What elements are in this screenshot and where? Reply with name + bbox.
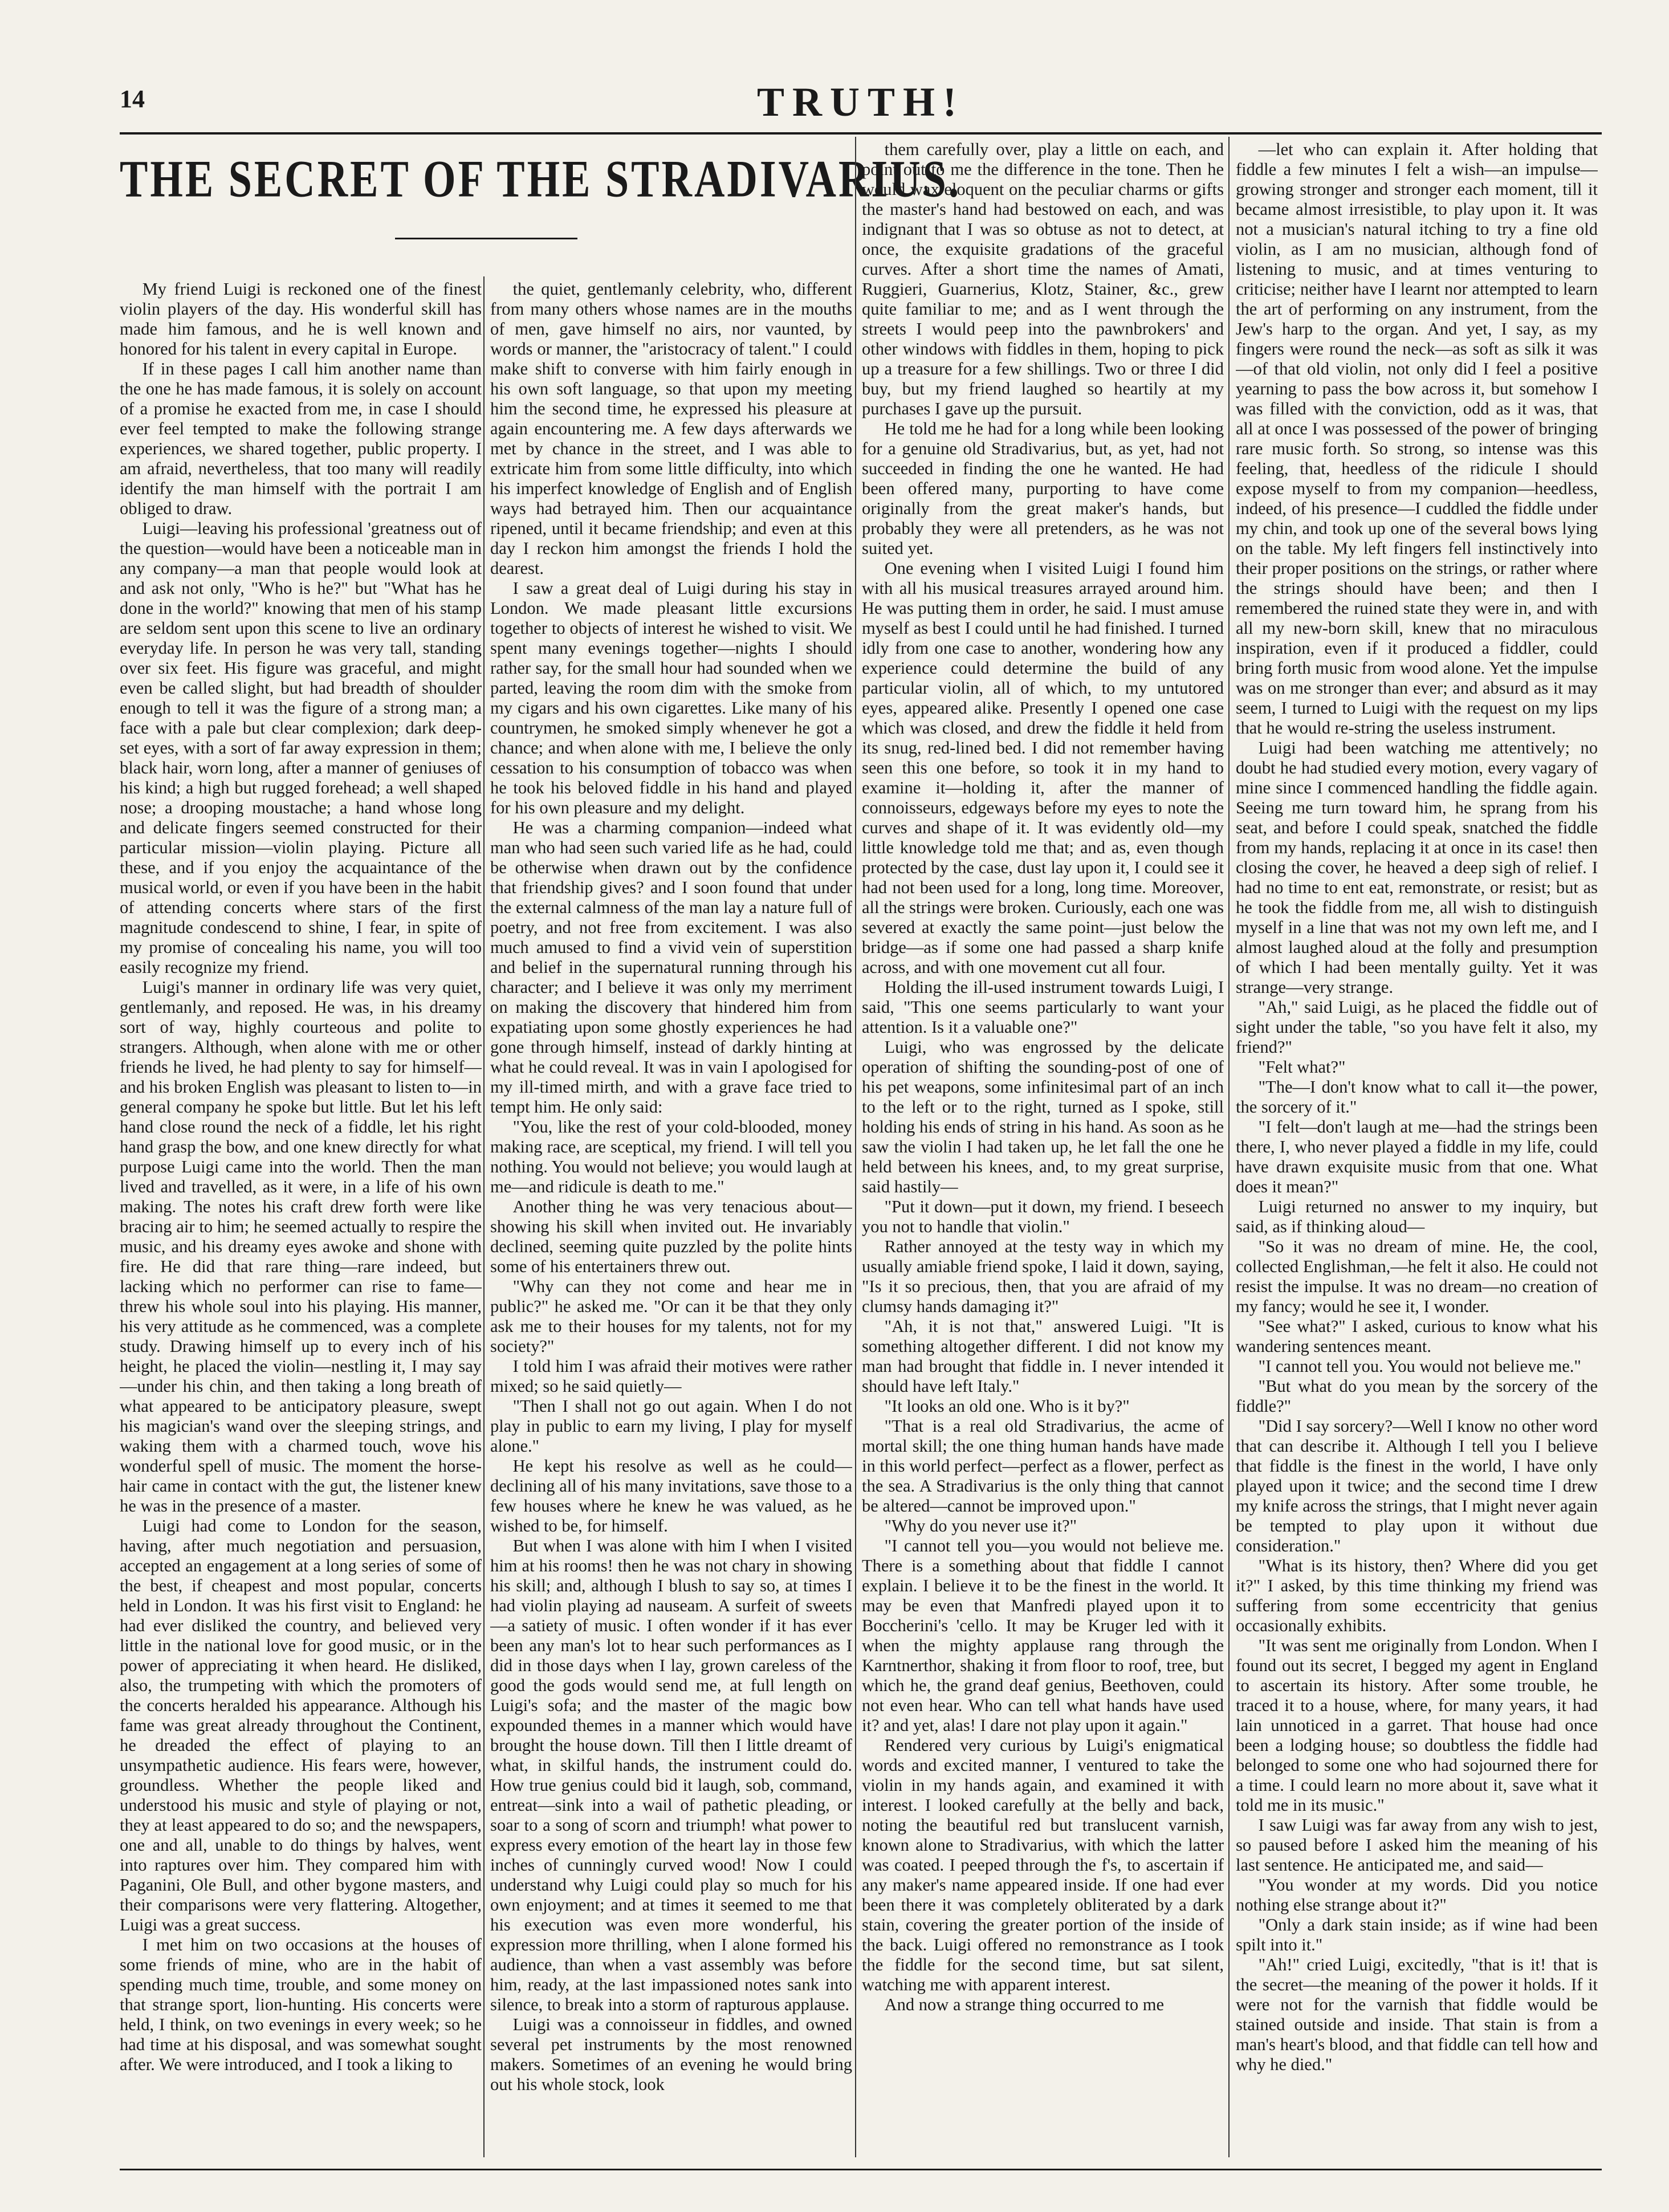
- article-paragraph: "I cannot tell you—you would not believe me. There is a something about that fiddle I cannot explain. I believe it to be the finest in the world. It may be even that Manfredi played upon it to Boccherini's 'cello. It may be Kruger led with it when the mighty applause rang through the Karntnerthor, shaking it from floor to roof, tree, but which he, the grand deaf genius, Beethoven, could not even hear. Who can tell what hands have used it? and yet, alas! I dare not play upon it again.": [862, 1536, 1224, 1735]
- article-paragraph: And now a strange thing occurred to me: [884, 1995, 1165, 2014]
- article-paragraph: I told him I was afraid their motives were rather mixed; so he said quietly—: [490, 1356, 852, 1396]
- article-paragraph: —let who can explain it. After holding that fiddle a few minutes I felt a wish—an impulse—growing stronger and stronger each moment, till it became almost irresistible, to play upon it. It was not a musician's natural itching to try a fine old violin, as I am no musician, although fond of listening to music, and at times venturing to criticise; neither have I learnt nor attempted to learn the art of performing on any instrument, from the Jew's harp to the organ. And yet, I say, as my fingers were round the neck—as soft as silk it was—of that old violin, not only did I feel a positive yearning to pass the bow across it, but somehow I was filled with the conviction, odd as it was, that all at once I was possessed of the power of bringing rare music forth. So strong, so intense was this feeling, that, heedless of the ridicule I should expose myself to from my companion—heedless, indeed, of his presence—I cuddled the fiddle under my chin, and took up one of the several bows lying on the table. My left fingers fell instinctively into their proper positions on the strings, or rather where the strings should have been; and then I remembered the ruined state they were in, and with all my new-born skill, knew that no miraculous inspiration, even if it produced a fiddler, could bring forth music from wood alone. Yet the impulse was on me stronger than ever; and absurd as it may seem, I turned to Luigi with the request on my lips that he would re-string the useless instrument.: [1236, 140, 1598, 738]
- bottom-rule: [120, 2169, 1602, 2170]
- article-paragraph: "Why can they not come and hear me in public?" he asked me. "Or can it be that they only ask me to their houses for my talents, not for my society?": [490, 1277, 852, 1356]
- article-paragraph: "See what?" I asked, curious to know what his wandering sentences meant.: [1236, 1317, 1598, 1356]
- article-paragraph: the quiet, gentlemanly celebrity, who, different from many others whose names are in the mouths of men, gave himself no airs, nor vaunted, by words or manner, the "aristocracy of talent." I could make shift to converse with him fairly enough in his own soft language, so that upon my meeting him the second time, he expressed his pleasure at again encountering me. A few days afterwards we met by chance in the street, and I was able to extricate him from some little difficulty, into which his imperfect knowledge of English and of English ways had betrayed him. Then our acquaintance ripened, until it became friendship; and even at this day I reckon him amongst the friends I hold the dearest.: [490, 279, 852, 578]
- article-paragraph: Luigi's manner in ordinary life was very quiet, gentlemanly, and reposed. He was, in his dreamy sort of way, highly courteous and polite to strangers. Although, when alone with me or other friends he lived, he had plenty to say for himself—and his broken English was pleasant to listen to—in general company he spoke but little. But let his left hand close round the neck of a fiddle, let his right hand grasp the bow, and one knew directly for what purpose Luigi came into the world. Then the man lived and travelled, as it were, in a life of his own making. The notes his craft drew forth were like bracing air to him; he seemed actually to respire the music, and his dreamy eyes awoke and shone with fire. He did that rare thing—rare indeed, but lacking which no performer can rise to fame—threw his whole soul into his playing. His manner, his very attitude as he commenced, was a complete study. Drawing himself up to every inch of his height, he placed the violin—nestling it, I may say—under his chin, and then taking a long breath of what appeared to be anticipatory pleasure, swept his magician's wand over the sleeping strings, and waking them with a charmed touch, wove his wonderful spell of music. The moment the horse-hair came in contact with the gut, the listener knew he was in the presence of a master.: [120, 977, 482, 1516]
- article-paragraph: "But what do you mean by the sorcery of the fiddle?": [1236, 1376, 1598, 1416]
- article-paragraph: "Ah!" cried Luigi, excitedly, "that is it! that is the secret—the meaning of the power it holds. If it were not for the varnish that fiddle would be stained outside and inside. That stain is from a man's heart's blood, and that fiddle can tell how and why he died.": [1236, 1955, 1598, 2074]
- page-number: 14: [120, 85, 145, 113]
- article-paragraph: I saw Luigi was far away from any wish to jest, so paused before I asked him the meaning of his last sentence. He anticipated me, and said—: [1236, 1815, 1598, 1875]
- article-paragraph: Luigi had been watching me attentively; no doubt he had studied every motion, every vagary of mine since I commenced handling the fiddle again. Seeing me turn toward him, he sprang from his seat, and before I could speak, snatched the fiddle from my hands, replacing it at once in its case! then closing the cover, he heaved a deep sigh of relief. I had no time to ent eat, remonstrate, or resist; but as he took the fiddle from me, all wish to distinguish myself in a line that was not my own left me, and I almost laughed aloud at the folly and presumption of which I had been mentally guilty. Yet it was strange—very strange.: [1236, 738, 1598, 997]
- column-divider: [483, 276, 485, 2157]
- article-paragraph: "It looks an old one. Who is it by?": [884, 1396, 1130, 1416]
- column-3-body: [862, 140, 1224, 2015]
- article-paragraph: "Ah, it is not that," answered Luigi. "It is something altogether different. I did not know my man had brought that fiddle in. I never intended it should have left Italy.": [862, 1317, 1224, 1396]
- article-paragraph: Another thing he was very tenacious about—showing his skill when invited out. He invariably declined, seeming quite puzzled by the polite hints some of his entertainers threw out.: [490, 1197, 852, 1276]
- column-divider: [855, 137, 856, 2157]
- article-title: THE SECRET OF THE STRADIVARIUS.: [120, 150, 962, 209]
- article-paragraph: "That is a real old Stradivarius, the acme of mortal skill; the one thing human hands have made in this world perfect—perfect as a flower, perfect as the sea. A Stradivarius is the only thing that cannot be altered—cannot be improved upon.": [862, 1416, 1224, 1516]
- article-paragraph: Luigi was a connoisseur in fiddles, and owned several pet instruments by the most renowned makers. Sometimes of an evening he would bring out his whole stock, look: [490, 2015, 852, 2094]
- article-column-2: [490, 279, 852, 2160]
- column-divider: [1228, 137, 1230, 2157]
- article-paragraph: them carefully over, play a little on each, and point out to me the difference in the tone. Then he would wax eloquent on the peculiar charms or gifts the master's hand had bestowed on each, and was indignant that I was so obtuse as not to detect, at once, the exquisite gradations of the graceful curves. After a short time the names of Amati, Ruggieri, Guarnerius, Klotz, Stainer, &c., grew quite familiar to me; and as I went through the streets I would peep into the pawnbrokers' and other windows with fiddles in them, hoping to pick up a treasure for a few shillings. Two or three I did buy, but my friend laughed so heartily at my purchases I gave up the pursuit.: [862, 140, 1224, 418]
- article-paragraph: One evening when I visited Luigi I found him with all his musical treasures arrayed around him. He was putting them in order, he said. I must amuse myself as best I could until he had finished. I turned idly from one case to another, wondering how any experience could determine the build of any particular violin, all of which, to my untutored eyes, appeared alike. Presently I opened one case which was closed, and drew the fiddle it held from its snug, red-lined bed. I did not remember having seen this one before, so took it in my hand to examine it—holding it, after the manner of connoisseurs, edgeways before my eyes to note the curves and shape of it. It was evidently old—my little knowledge told me that; and as, even though protected by the case, dust lay upon it, I could see it had not been used for a long, long time. Moreover, all the strings were broken. Curiously, each one was severed at exactly the same point—just below the bridge—as if some one had passed a sharp knife across, and with one movement cut all four.: [862, 559, 1224, 977]
- article-paragraph: My friend Luigi is reckoned one of the finest violin players of the day. His wonderful skill has made him famous, and he is well known and honored for his talent in every capital in Europe.: [120, 279, 482, 359]
- column-2-body: [490, 279, 852, 2095]
- article-paragraph: If in these pages I call him another name than the one he has made famous, it is solely on account of a promise he exacted from me, in case I should ever feel tempted to make the following strange experiences, we shared together, public property. I am afraid, nevertheless, that too many will readily identify the man himself with the portrait I am obliged to draw.: [120, 359, 482, 518]
- article-paragraph: "It was sent me originally from London. When I found out its secret, I begged my agent in England to ascertain its history. After some trouble, he traced it to a house, where, for many years, it had lain unnoticed in a garret. That house had once been a lodging house; so doubtless the fiddle had belonged to some one who had sojourned there for a time. I could learn no more about it, save what it told me in its music.": [1236, 1636, 1598, 1815]
- article-paragraph: "So it was no dream of mine. He, the cool, collected Englishman,—he felt it also. He could not resist the impulse. It was no dream—no creation of my fancy; would he see it, I wonder.: [1236, 1237, 1598, 1316]
- article-paragraph: "You wonder at my words. Did you notice nothing else strange about it?": [1236, 1875, 1598, 1914]
- article-paragraph: I met him on two occasions at the houses of some friends of mine, who are in the habit of spending much time, trouble, and some money on that strange sport, lion-hunting. His concerts were held, I think, on two evenings in every week; so he had time at his disposal, and was somewhat sought after. We were introduced, and I took a liking to: [120, 1935, 482, 2074]
- header-rule: [120, 132, 1602, 135]
- article-paragraph: He was a charming companion—indeed what man who had seen such varied life as he had, could be otherwise when drawn out by the confidence that friendship gives? and I soon found that under the external calmness of the man lay a nature full of poetry, and not free from excitement. I was also much amused to find a vivid vein of superstition and belief in the supernatural running through his character; and I believe it was only my merriment on making the discovery that hindered him from expatiating upon some ghostly experiences he had gone through himself, instead of darkly hinting at what he could reveal. It was in vain I apologised for my ill-timed mirth, and with a grave face tried to tempt him. He only said:: [490, 818, 852, 1117]
- article-paragraph: "Why do you never use it?": [884, 1516, 1077, 1535]
- article-column-1: [120, 279, 482, 2160]
- article-paragraph: "You, like the rest of your cold-blooded, money making race, are sceptical, my friend. I will tell you nothing. You would not believe; you would laugh at me—and ridicule is death to me.": [490, 1117, 852, 1196]
- column-4-body: [1236, 140, 1598, 2075]
- article-paragraph: "Only a dark stain inside; as if wine had been spilt into it.": [1236, 1915, 1598, 1954]
- article-column-4: [1236, 140, 1598, 2160]
- article-paragraph: Luigi had come to London for the season, having, after much negotiation and persuasion, accepted an engagement at a long series of some of the best, if cheapest and most popular, concerts held in London. It was his first visit to England: he had ever disliked the country, and believed very little in the national love for good music, or in the power of appreciating it when heard. He disliked, also, the trumpeting with which the promoters of the concerts heralded his appearance. Although his fame was great already throughout the Continent, he dreaded the effect of playing to an unsympathetic audience. His fears were, however, groundless. Whether the people liked and understood his music and style of playing or not, they at least appeared to do so; and the newspapers, one and all, unable to do things by halves, went into raptures over him. They compared him with Paganini, Ole Bull, and other bygone masters, and their comparisons were very flattering. Altogether, Luigi was a great success.: [120, 1516, 482, 1934]
- title-rule: [395, 238, 577, 239]
- article-paragraph: "The—I don't know what to call it—the power, the sorcery of it.": [1236, 1077, 1598, 1117]
- column-1-body: [120, 279, 482, 2075]
- article-paragraph: "Then I shall not go out again. When I do not play in public to earn my living, I play for myself alone.": [490, 1396, 852, 1456]
- article-paragraph: Luigi, who was engrossed by the delicate operation of shifting the sounding-post of one of his pet weapons, some infinitesimal part of an inch to the left or to the right, turned as I spoke, still holding his ends of string in his hand. As soon as he saw the violin I had taken up, he let fall the one he held between his knees, and, to my great surprise, said hastily—: [862, 1037, 1224, 1196]
- masthead: TRUTH!: [756, 79, 965, 125]
- article-paragraph: But when I was alone with him I when I visited him at his rooms! then he was not chary in showing his skill; and, although I blush to say so, at times I had violin playing ad nauseam. A surfeit of sweets—a satiety of music. I often wonder if it has ever been any man's lot to hear such performances as I did in those days when I lay, grown careless of the good the gods would send me, at full length on Luigi's sofa; and the master of the magic bow expounded themes in a manner which would have brought the house down. Till then I little dreamt of what, in skilful hands, the instrument could do. How true genius could bid it laugh, sob, command, entreat—sink into a wail of pathetic pleading, or soar to a song of scorn and triumph! what power to express every emotion of the heart lay in those few inches of cunningly curved wood! Now I could understand why Luigi could play so much for his own enjoyment; and at times it seemed to me that his execution was even more wonderful, his expression more thrilling, when I alone formed his audience, than when a vast assembly was before him, ready, at the last impassioned notes sank into silence, to break into a storm of rapturous applause.: [490, 1536, 852, 2014]
- article-paragraph: "Ah," said Luigi, as he placed the fiddle out of sight under the table, "so you have felt it also, my friend?": [1236, 997, 1598, 1057]
- article-paragraph: I saw a great deal of Luigi during his stay in London. We made pleasant little excursions together to objects of interest he wished to visit. We spent many evenings together—nights I should rather say, for the small hour had sounded when we parted, leaving the room dim with the smoke from my cigars and his own cigarettes. Like many of his countrymen, he smoked simply whenever he got a chance; and when alone with me, I believe the only cessation to his consumption of tobacco was when he took his beloved fiddle in his hand and played for his own pleasure and my delight.: [490, 579, 852, 817]
- article-paragraph: He kept his resolve as well as he could—declining all of his many invitations, save those to a few houses where he knew he was valued, as he wished to be, for himself.: [490, 1456, 852, 1535]
- article-paragraph: "Put it down—put it down, my friend. I beseech you not to handle that violin.": [862, 1197, 1224, 1236]
- article-paragraph: "What is its history, then? Where did you get it?" I asked, by this time thinking my friend was suffering from some eccentricity that genius occasionally exhibits.: [1236, 1556, 1598, 1635]
- article-paragraph: "I cannot tell you. You would not believe me.": [1258, 1356, 1581, 1376]
- article-paragraph: Holding the ill-used instrument towards Luigi, I said, "This one seems particularly to want your attention. Is it a valuable one?": [862, 977, 1224, 1037]
- article-paragraph: "I felt—don't laugh at me—had the strings been there, I, who never played a fiddle in my life, could have drawn exquisite music from that one. What does it mean?": [1236, 1117, 1598, 1196]
- article-paragraph: "Felt what?": [1258, 1057, 1346, 1077]
- article-paragraph: Luigi returned no answer to my inquiry, but said, as if thinking aloud—: [1236, 1197, 1598, 1236]
- article-paragraph: He told me he had for a long while been looking for a genuine old Stradivarius, but, as yet, had not succeeded in finding the one he wanted. He had been offered many, purporting to have come originally from the great maker's hands, but probably they were all pretenders, as he was not suited yet.: [862, 419, 1224, 558]
- article-title-block: [120, 142, 962, 274]
- article-paragraph: Rather annoyed at the testy way in which my usually amiable friend spoke, I laid it down, saying, "Is it so precious, then, that you are afraid of my clumsy hands damaging it?": [862, 1237, 1224, 1316]
- article-paragraph: Rendered very curious by Luigi's enigmatical words and excited manner, I ventured to take the violin in my hands again, and examined it with interest. I looked carefully at the belly and back, noting the beautiful red but translucent varnish, known alone to Stradivarius, with which the latter was coated. I peeped through the f's, to ascertain if any maker's name appeared inside. If one had ever been there it was completely obliterated by a dark stain, covering the greater portion of the inside of the back. Luigi offered no remonstrance as I took the fiddle for the second time, but sat silent, watching me with apparent interest.: [862, 1736, 1224, 1994]
- article-paragraph: "Did I say sorcery?—Well I know no other word that can describe it. Although I tell you I believe that fiddle is the finest in the world, I have only played upon it twice; and the second time I drew my knife across the strings, that I might never again be tempted to play upon it without due consideration.": [1236, 1416, 1598, 1555]
- article-paragraph: Luigi—leaving his professional 'greatness out of the question—would have been a noticeable man in any company—a man that people would look at and ask not only, "Who is he?" but "What has he done in the world?" knowing that men of his stamp are seldom sent upon this scene to live an ordinary everyday life. In person he was very tall, standing over six feet. His figure was graceful, and might even be called slight, but had breadth of shoulder enough to tell it was the figure of a strong man; a face with a pale but clear complexion; dark deep-set eyes, with a sort of far away expression in them; black hair, worn long, after a manner of geniuses of his kind; a high but rugged forehead; a well shaped nose; a drooping moustache; a hand whose long and delicate fingers seemed constructed for their particular mission—violin playing. Picture all these, and if you enjoy the acquaintance of the musical world, or even if you have been in the habit of attending concerts where stars of the first magnitude condescend to shine, I fear, in spite of my promise of concealing his name, you will too easily recognize my friend.: [120, 519, 482, 977]
- page-header: [120, 79, 1602, 130]
- article-column-3: [862, 140, 1224, 2160]
